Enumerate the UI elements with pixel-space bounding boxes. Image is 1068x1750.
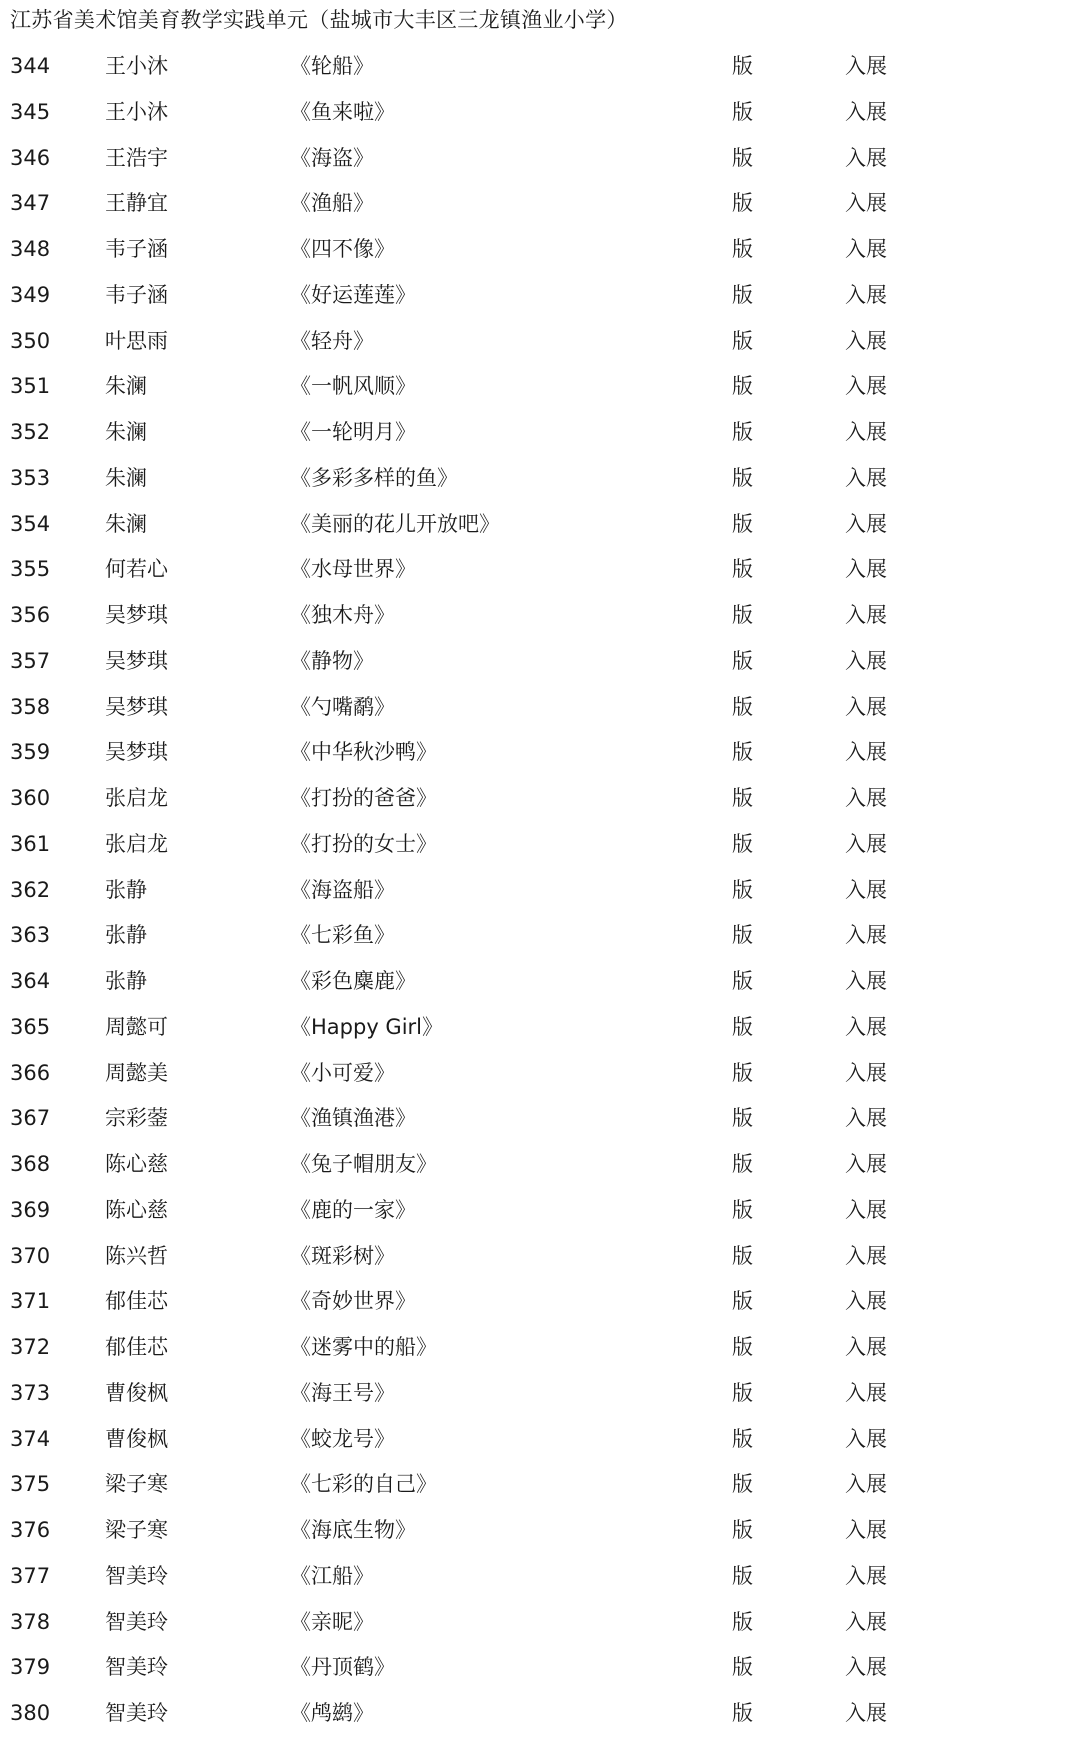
list-item: [0, 641, 1068, 687]
category-label: 版: [732, 374, 753, 399]
list-item: [0, 366, 1068, 412]
result-label: 入展: [845, 1609, 887, 1634]
artwork-title: 《打扮的爸爸》: [290, 786, 437, 810]
student-name: 智美玲: [105, 1655, 168, 1680]
entry-number: 360: [10, 786, 51, 810]
result-label: 入展: [845, 99, 887, 124]
result-label: 入展: [845, 1655, 887, 1680]
student-name: 郁佳芯: [105, 1289, 168, 1314]
category-label: 版: [732, 1472, 753, 1497]
entry-number: 358: [10, 694, 51, 719]
entry-number: 373: [10, 1380, 51, 1405]
student-name: 周懿美: [105, 1060, 168, 1085]
result-label: 入展: [845, 557, 887, 582]
student-name: 朱澜: [105, 511, 147, 536]
result-label: 入展: [845, 603, 887, 627]
entry-number: 375: [10, 1472, 51, 1497]
result-label: 入展: [845, 1701, 887, 1725]
student-name: 张静: [105, 877, 147, 902]
result-label: 入展: [845, 1014, 887, 1039]
list-item: [0, 1693, 1068, 1739]
entry-number: 349: [10, 282, 51, 307]
entry-number: 346: [10, 145, 51, 170]
result-label: 入展: [845, 923, 887, 948]
artwork-title: 《渔船》: [290, 191, 374, 216]
result-label: 入展: [845, 1197, 887, 1222]
entry-number: 374: [10, 1426, 51, 1451]
category-label: 版: [732, 1563, 753, 1588]
entry-number: 364: [10, 969, 51, 993]
artwork-title: 《四不像》: [290, 237, 395, 261]
student-name: 朱澜: [105, 420, 147, 444]
result-label: 入展: [845, 1152, 887, 1176]
result-label: 入展: [845, 1335, 887, 1359]
artwork-title: 《亲昵》: [290, 1609, 374, 1634]
category-label: 版: [732, 1152, 753, 1176]
artwork-title: 《奇妙世界》: [290, 1289, 416, 1314]
result-label: 入展: [845, 1106, 887, 1131]
artwork-title: 《一帆风顺》: [290, 374, 416, 399]
student-name: 王浩宇: [105, 145, 168, 170]
student-name: 朱澜: [105, 465, 147, 490]
result-label: 入展: [845, 1380, 887, 1405]
category-label: 版: [732, 1289, 753, 1314]
artwork-title: 《一轮明月》: [290, 420, 416, 444]
result-label: 入展: [845, 740, 887, 765]
category-label: 版: [732, 786, 753, 810]
student-name: 梁子寒: [105, 1518, 168, 1542]
list-item: [0, 824, 1068, 870]
artwork-title: 《迷雾中的船》: [290, 1335, 437, 1359]
list-item: [0, 412, 1068, 458]
category-label: 版: [732, 1243, 753, 1268]
entry-number: 370: [10, 1243, 51, 1268]
category-label: 版: [732, 99, 753, 124]
document-title: 江苏省美术馆美育教学实践单元（盐城市大丰区三龙镇渔业小学）: [10, 8, 628, 32]
list-item: [0, 549, 1068, 595]
artwork-title: 《鹿的一家》: [290, 1197, 416, 1222]
entry-number: 380: [10, 1701, 51, 1725]
artwork-title: 《海盗》: [290, 145, 374, 170]
category-label: 版: [732, 145, 753, 170]
entry-number: 369: [10, 1197, 51, 1222]
category-label: 版: [732, 740, 753, 765]
entry-number: 363: [10, 923, 51, 948]
category-label: 版: [732, 54, 753, 78]
list-item: [0, 504, 1068, 550]
category-label: 版: [732, 694, 753, 719]
result-label: 入展: [845, 328, 887, 353]
category-label: 版: [732, 1701, 753, 1725]
artwork-title: 《海盗船》: [290, 877, 395, 902]
student-name: 陈兴哲: [105, 1243, 168, 1268]
list-item: [0, 1510, 1068, 1556]
student-name: 郁佳芯: [105, 1335, 168, 1359]
artwork-title: 《江船》: [290, 1563, 374, 1588]
student-name: 周懿可: [105, 1014, 168, 1039]
result-label: 入展: [845, 1060, 887, 1085]
category-label: 版: [732, 1106, 753, 1131]
artwork-title: 《斑彩树》: [290, 1243, 395, 1268]
list-item: [0, 778, 1068, 824]
student-name: 王静宜: [105, 191, 168, 216]
list-item: [0, 1373, 1068, 1419]
student-name: 梁子寒: [105, 1472, 168, 1497]
category-label: 版: [732, 1518, 753, 1542]
artwork-title: 《七彩鱼》: [290, 923, 395, 948]
entry-number: 355: [10, 557, 51, 582]
student-name: 陈心慈: [105, 1197, 168, 1222]
category-label: 版: [732, 648, 753, 673]
category-label: 版: [732, 328, 753, 353]
artwork-title: 《多彩多样的鱼》: [290, 465, 458, 490]
entry-number: 354: [10, 511, 51, 536]
artwork-title: 《Happy Girl》: [290, 1014, 443, 1039]
student-name: 何若心: [105, 557, 168, 582]
result-label: 入展: [845, 511, 887, 536]
result-label: 入展: [845, 465, 887, 490]
entry-number: 366: [10, 1060, 51, 1085]
student-name: 吴梦琪: [105, 648, 168, 673]
result-label: 入展: [845, 1289, 887, 1314]
student-name: 韦子涵: [105, 237, 168, 261]
artwork-title: 《蛟龙号》: [290, 1426, 395, 1451]
result-label: 入展: [845, 877, 887, 902]
list-item: [0, 1236, 1068, 1282]
category-label: 版: [732, 831, 753, 856]
result-label: 入展: [845, 1426, 887, 1451]
artwork-title: 《海底生物》: [290, 1518, 416, 1542]
result-label: 入展: [845, 648, 887, 673]
result-label: 入展: [845, 786, 887, 810]
result-label: 入展: [845, 282, 887, 307]
entry-number: 353: [10, 465, 51, 490]
category-label: 版: [732, 1426, 753, 1451]
list-item: [0, 915, 1068, 961]
list-item: [0, 1556, 1068, 1602]
entry-number: 352: [10, 420, 51, 444]
list-item: [0, 1053, 1068, 1099]
student-name: 吴梦琪: [105, 603, 168, 627]
student-name: 吴梦琪: [105, 694, 168, 719]
category-label: 版: [732, 557, 753, 582]
category-label: 版: [732, 1609, 753, 1634]
category-label: 版: [732, 420, 753, 444]
list-item: [0, 687, 1068, 733]
entry-number: 379: [10, 1655, 51, 1680]
list-item: [0, 321, 1068, 367]
list-item: [0, 1602, 1068, 1648]
student-name: 曹俊枫: [105, 1426, 168, 1451]
result-label: 入展: [845, 237, 887, 261]
category-label: 版: [732, 877, 753, 902]
list-item: [0, 732, 1068, 778]
student-name: 宗彩蓥: [105, 1106, 168, 1131]
result-label: 入展: [845, 420, 887, 444]
list-item: [0, 458, 1068, 504]
student-name: 智美玲: [105, 1563, 168, 1588]
artwork-title: 《七彩的自己》: [290, 1472, 437, 1497]
entry-number: 365: [10, 1014, 51, 1039]
list-item: [0, 1144, 1068, 1190]
list-item: [0, 961, 1068, 1007]
artwork-title: 《鸬鹚》: [290, 1701, 374, 1725]
list-item: [0, 1419, 1068, 1465]
entry-number: 367: [10, 1106, 51, 1131]
category-label: 版: [732, 1014, 753, 1039]
list-item: [0, 92, 1068, 138]
entry-number: 371: [10, 1289, 51, 1314]
category-label: 版: [732, 603, 753, 627]
list-item: [0, 595, 1068, 641]
list-item: [0, 1098, 1068, 1144]
result-label: 入展: [845, 54, 887, 78]
student-name: 王小沐: [105, 99, 168, 124]
result-label: 入展: [845, 969, 887, 993]
result-label: 入展: [845, 191, 887, 216]
list-item: [0, 275, 1068, 321]
entry-list: [0, 46, 1068, 1739]
student-name: 智美玲: [105, 1609, 168, 1634]
student-name: 张静: [105, 923, 147, 948]
student-name: 吴梦琪: [105, 740, 168, 765]
list-item: [0, 1190, 1068, 1236]
entry-number: 347: [10, 191, 51, 216]
result-label: 入展: [845, 1563, 887, 1588]
student-name: 张静: [105, 969, 147, 993]
entry-number: 368: [10, 1152, 51, 1176]
artwork-title: 《打扮的女士》: [290, 831, 437, 856]
category-label: 版: [732, 237, 753, 261]
list-item: [0, 183, 1068, 229]
entry-number: 362: [10, 877, 51, 902]
artwork-title: 《静物》: [290, 648, 374, 673]
list-item: [0, 138, 1068, 184]
artwork-title: 《彩色麋鹿》: [290, 969, 416, 993]
student-name: 朱澜: [105, 374, 147, 399]
result-label: 入展: [845, 374, 887, 399]
student-name: 曹俊枫: [105, 1380, 168, 1405]
artwork-title: 《轻舟》: [290, 328, 374, 353]
category-label: 版: [732, 1335, 753, 1359]
category-label: 版: [732, 1060, 753, 1085]
category-label: 版: [732, 1380, 753, 1405]
result-label: 入展: [845, 831, 887, 856]
list-item: [0, 1647, 1068, 1693]
entry-number: 345: [10, 99, 51, 124]
result-label: 入展: [845, 1472, 887, 1497]
result-label: 入展: [845, 145, 887, 170]
entry-number: 344: [10, 54, 51, 78]
student-name: 韦子涵: [105, 282, 168, 307]
entry-number: 357: [10, 648, 51, 673]
category-label: 版: [732, 191, 753, 216]
entry-number: 372: [10, 1335, 51, 1359]
category-label: 版: [732, 465, 753, 490]
category-label: 版: [732, 282, 753, 307]
result-label: 入展: [845, 1243, 887, 1268]
entry-number: 376: [10, 1518, 51, 1542]
artwork-title: 《美丽的花儿开放吧》: [290, 511, 500, 536]
result-label: 入展: [845, 1518, 887, 1542]
result-label: 入展: [845, 694, 887, 719]
artwork-title: 《勺嘴鹬》: [290, 694, 395, 719]
list-item: [0, 1007, 1068, 1053]
student-name: 王小沐: [105, 54, 168, 78]
artwork-title: 《独木舟》: [290, 603, 395, 627]
list-item: [0, 1327, 1068, 1373]
category-label: 版: [732, 923, 753, 948]
entry-number: 359: [10, 740, 51, 765]
artwork-title: 《海王号》: [290, 1380, 395, 1405]
list-item: [0, 46, 1068, 92]
entry-number: 350: [10, 328, 51, 353]
artwork-title: 《中华秋沙鸭》: [290, 740, 437, 765]
artwork-title: 《水母世界》: [290, 557, 416, 582]
artwork-title: 《小可爱》: [290, 1060, 395, 1085]
entry-number: 377: [10, 1563, 51, 1588]
student-name: 叶思雨: [105, 328, 168, 353]
entry-number: 361: [10, 831, 51, 856]
student-name: 智美玲: [105, 1701, 168, 1725]
student-name: 张启龙: [105, 786, 168, 810]
entry-number: 351: [10, 374, 51, 399]
category-label: 版: [732, 969, 753, 993]
list-item: [0, 1464, 1068, 1510]
artwork-title: 《好运莲莲》: [290, 282, 416, 307]
artwork-title: 《鱼来啦》: [290, 99, 395, 124]
entry-number: 378: [10, 1609, 51, 1634]
artwork-title: 《渔镇渔港》: [290, 1106, 416, 1131]
list-item: [0, 229, 1068, 275]
list-item: [0, 870, 1068, 916]
category-label: 版: [732, 1655, 753, 1680]
category-label: 版: [732, 1197, 753, 1222]
artwork-title: 《兔子帽朋友》: [290, 1152, 437, 1176]
artwork-title: 《丹顶鹤》: [290, 1655, 395, 1680]
student-name: 张启龙: [105, 831, 168, 856]
category-label: 版: [732, 511, 753, 536]
artwork-title: 《轮船》: [290, 54, 374, 78]
list-item: [0, 1281, 1068, 1327]
entry-number: 356: [10, 603, 51, 627]
entry-number: 348: [10, 237, 51, 261]
student-name: 陈心慈: [105, 1152, 168, 1176]
